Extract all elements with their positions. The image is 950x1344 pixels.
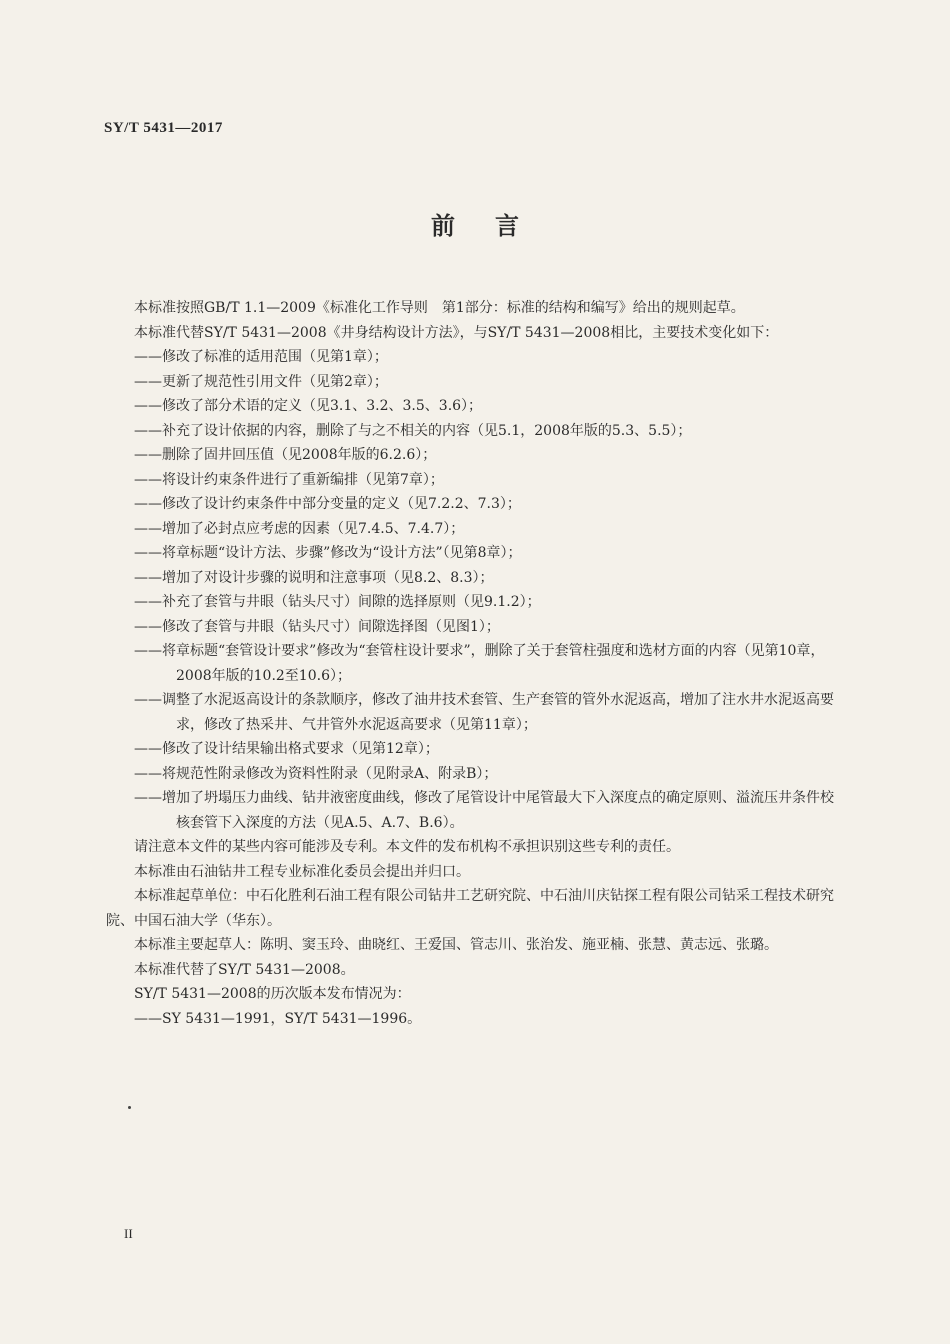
replaces-paragraph: 本标准代替了SY/T 5431—2008。 [134,961,355,978]
list-item: ——增加了坍塌压力曲线、钻井液密度曲线，修改了尾管设计中尾管最大下入深度点的确定原则、溢流压井条件校核套管下入深度的方法（见A.5、A.7、B.6）。 [134,790,834,831]
list-item: ——增加了必封点应考虑的因素（见7.4.5、7.4.7）； [134,520,465,537]
intro-paragraph: 本标准代替SY/T 5431—2008《井身结构设计方法》，与SY/T 5431—2008相比，主要技术变化如下： [134,324,779,341]
document-body [106,296,834,1031]
scan-speck [128,1106,131,1109]
history-heading: SY/T 5431—2008的历次版本发布情况为： [134,986,411,1002]
changes-list [106,345,834,835]
list-item: ——将章标题“设计方法、步骤”修改为“设计方法”（见第8章）； [134,545,522,561]
page-number: II [124,1226,133,1241]
list-item: ——修改了设计结果输出格式要求（见第12章）； [134,741,439,757]
list-item: ——删除了固井回压值（见2008年版的6.2.6）； [134,447,437,463]
list-item: ——更新了规范性引用文件（见第2章）； [134,373,388,390]
list-item: ——补充了设计依据的内容，删除了与之不相关的内容（见5.1，2008年版的5.3、5.5）； [134,422,692,439]
list-item: ——修改了设计约束条件中部分变量的定义（见7.2.2、7.3）； [134,496,521,512]
list-item: ——修改了标准的适用范围（见第1章）； [134,349,388,365]
drafters: 本标准主要起草人：陈明、窦玉玲、曲晓红、王爱国、管志川、张治发、施亚楠、张慧、黄志远、张璐。 [134,937,778,953]
drafting-units: 本标准起草单位：中石化胜利石油工程有限公司钻井工艺研究院、中石油川庆钻探工程有限公司钻采工程技术研究院、中国石油大学（华东）。 [106,888,834,929]
intro-paragraph: 本标准按照GB/T 1.1—2009《标准化工作导则 第1部分：标准的结构和编写》给出的规则起草。 [134,300,745,316]
list-item: ——将规范性附录修改为资料性附录（见附录A、附录B）； [134,765,498,782]
committee-paragraph: 本标准由石油钻井工程专业标准化委员会提出并归口。 [134,863,470,880]
page-title: 前言 [431,212,559,240]
list-item: ——修改了部分术语的定义（见3.1、3.2、3.5、3.6）； [134,398,483,414]
list-item: ——将设计约束条件进行了重新编排（见第7章）； [134,471,444,488]
list-item: ——调整了水泥返高设计的条款顺序，修改了油井技术套管、生产套管的管外水泥返高，增加了注水井水泥返高要求，修改了热采井、气井管外水泥返高要求（见第11章）； [134,692,834,733]
list-item: ——增加了对设计步骤的说明和注意事项（见8.2、8.3）； [134,569,494,586]
standard-code: SY/T 5431—2017 [104,120,223,136]
list-item: ——补充了套管与井眼（钻头尺寸）间隙的选择原则（见9.1.2）； [134,594,541,610]
history-item: ——SY 5431—1991，SY/T 5431—1996。 [134,1010,422,1027]
list-item: ——将章标题“套管设计要求”修改为“套管柱设计要求”，删除了关于套管柱强度和选材方面的内容（见第10章，2008年版的10.2至10.6）； [134,643,825,684]
list-item: ——修改了套管与井眼（钻头尺寸）间隙选择图（见图1）； [134,618,500,635]
patent-notice: 请注意本文件的某些内容可能涉及专利。本文件的发布机构不承担识别这些专利的责任。 [134,839,680,855]
